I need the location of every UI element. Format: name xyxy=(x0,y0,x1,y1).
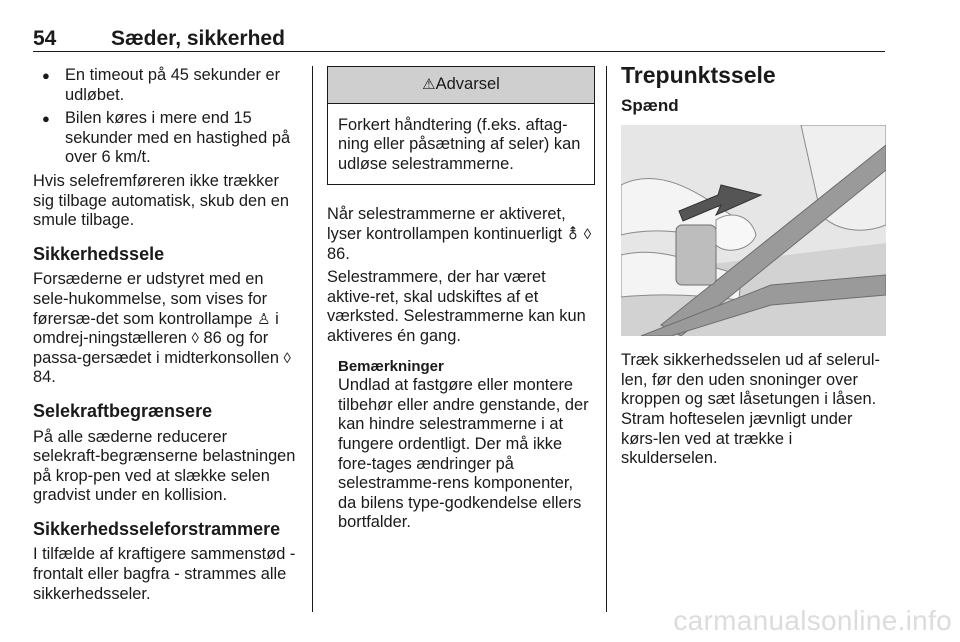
heading-sikkerhedssele: Sikkerhedssele xyxy=(33,243,165,264)
note-box xyxy=(338,357,595,533)
page-title: Sæder, sikkerhed xyxy=(111,27,285,50)
paragraph: Træk sikkerhedsselen ud af selerul-len, før den uden snoninger over kroppen og sæt låsetungen i låsen. Stram hofteselen jævnligt under kørs-len ved at trække i skulderselen. xyxy=(621,351,881,468)
column-2 xyxy=(327,66,595,533)
seatbelt-illustration xyxy=(621,125,886,336)
paragraph: Selestrammere, der har været aktive-ret, skal udskiftes af et værksted. Selestrammerne kan kun aktiveres én gang. xyxy=(327,268,586,345)
seatbelt-lamp-icon: ♙ xyxy=(257,310,271,328)
reference-arrow-icon: ◊ xyxy=(583,225,592,243)
heading-spaend: Spænd xyxy=(621,95,679,115)
paragraph: På alle sæderne reducerer selekraft-begrænserne belastningen på krop-pen ved at slække selen gradvist under en kollision. xyxy=(33,427,296,505)
reference-arrow-icon: ◊ xyxy=(283,349,291,367)
header-rule xyxy=(33,51,885,52)
note-title: Bemærkninger xyxy=(338,357,444,375)
warning-title: Advarsel xyxy=(435,75,500,93)
column-divider-1 xyxy=(312,66,313,612)
column-1 xyxy=(33,66,298,604)
watermark: carmanualsonline.info xyxy=(673,605,952,636)
warning-triangle-icon: ⚠ xyxy=(422,76,436,93)
page-header xyxy=(33,27,285,51)
warning-text: Forkert håndtering (f.eks. aftag-ning eller påsætning af seler) kan udløse selestrammerne. xyxy=(338,115,581,173)
reference-arrow-icon: ◊ xyxy=(191,330,199,348)
page-number: 54 xyxy=(33,27,57,50)
column-3 xyxy=(621,62,886,469)
column-divider-2 xyxy=(606,66,607,612)
airbag-lamp-icon: ⚨ xyxy=(566,225,580,243)
warning-box xyxy=(327,66,595,185)
paragraph: Forsæderne er udstyret med en sele-hukommelse, som vises for førersæ-det som kontrollampe ♙ i omdrej-ningstælleren ◊ 86 og for passa-gersædet i midterkonsollen ◊ 84. xyxy=(33,270,291,387)
paragraph: I tilfælde af kraftigere sammenstød - frontalt eller bagfra - strammes alle sikkerhedsseler. xyxy=(33,545,296,603)
list-item: ● Bilen køres i mere end 15 sekunder med en hastighed på over 6 km/t. xyxy=(33,109,298,168)
paragraph: Hvis selefremføreren ikke trækker sig tilbage automatisk, skub den en smule tilbage. xyxy=(33,171,290,230)
list-item: ● En timeout på 45 sekunder er udløbet. xyxy=(33,66,298,105)
heading-forstrammere: Sikkerhedsseleforstrammere xyxy=(33,518,281,539)
heading-selekraftbegraensere: Selekraftbegrænsere xyxy=(33,400,213,421)
warning-header xyxy=(328,67,594,104)
heading-trepunktssele: Trepunktssele xyxy=(621,62,776,88)
paragraph: Når selestrammerne er aktiveret, lyser kontrollampen kontinuerligt ⚨ ◊ 86. xyxy=(327,205,592,263)
note-text: Undlad at fastgøre eller montere tilbehør eller andre genstande, der kan hindre selestrammerne i at fungere ordentligt. Der må ikke fore-tages ændringer på selestramme-rens komponenter, da bilens type-godkendelse ellers bortfalder. xyxy=(338,376,589,532)
